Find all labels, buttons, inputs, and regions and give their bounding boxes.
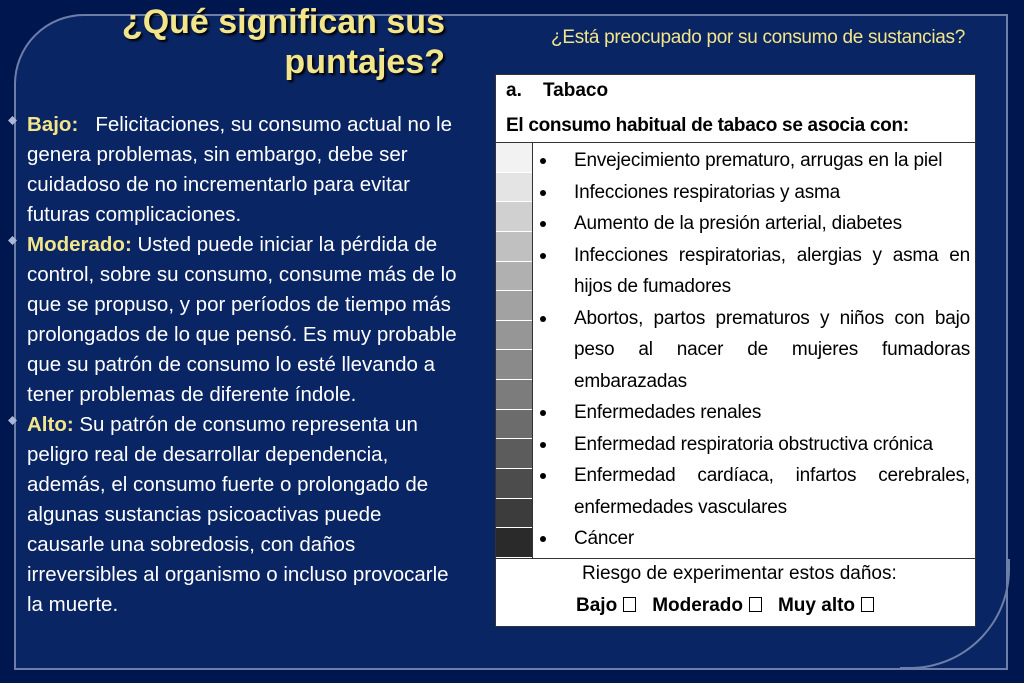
bullet-dot-icon [540,221,546,227]
effect-text: Enfermedad cardíaca, infartos cerebrales, enfermedades vasculares [574,465,970,518]
bullet-dot-icon [540,253,546,259]
gradient-step [496,499,532,529]
risk-gradient-bar [496,143,532,558]
checkbox-moderate[interactable] [749,597,762,612]
level-moderate [8,230,458,410]
diamond-bullet-icon [8,116,17,125]
bullet-dot-icon [540,316,546,322]
table-heading: a. Tabaco [506,80,609,101]
score-levels-list [8,110,458,620]
level-name: Bajo [27,113,72,136]
effects-list [540,145,970,555]
table-header [496,75,975,143]
gradient-step [496,528,532,558]
tobacco-table [495,74,976,627]
effect-text: Cáncer [574,528,635,549]
gradient-step [496,410,532,440]
bullet-dot-icon [540,190,546,196]
risk-label: Riesgo de experimentar estos daños: [582,563,897,584]
gradient-step [496,173,532,203]
gradient-step [496,469,532,499]
bullet-dot-icon [540,473,546,479]
level-description: Su patrón de consumo representa un peligro real de desarrollar dependencia, además, el consumo fuerte o prolongado de algunas sustancias psicoactivas puede causarle una sobredosis, con daños irreversibles al organismo o incluso provocarle la muerte. [27,413,449,616]
effect-text: Enfermedad respiratoria obstructiva crónica [574,433,933,455]
risk-option-high: Muy alto [777,595,856,616]
gradient-step [496,350,532,380]
bullet-dot-icon [540,536,546,542]
bullet-dot-icon [540,442,546,448]
level-low [8,110,458,230]
gradient-step [496,439,532,469]
bullet-dot-icon [540,158,546,164]
effect-item [540,460,970,523]
effect-text: Infecciones respiratorias y asma [574,181,841,203]
slide-title: ¿Qué significan sus puntajes? [121,3,445,81]
risk-option-moderate: Moderado [652,595,743,616]
level-description: Usted puede iniciar la pérdida de control, sobre su consumo, consume más de lo que se propuso, y por períodos de tiempo más prolongados de lo que pensó. Es muy probable que su patrón de consumo lo esté llevando a tener problemas de diferente índole. [27,233,457,406]
effect-text: Infecciones respiratorias, alergias y asma en hijos de fumadores [574,244,970,297]
level-description: Felicitaciones, su consumo actual no le genera problemas, sin embargo, debe ser cuidadoso de no incrementarlo para evitar futuras complicaciones. [27,113,458,226]
gradient-step [496,380,532,410]
checkbox-low[interactable] [623,597,636,612]
level-high [8,410,458,620]
level-name: Alto: [27,413,74,436]
effect-item [540,397,970,429]
effect-item [540,240,970,303]
effect-item [540,208,970,240]
level-name: Moderado: [27,233,132,256]
effect-text: Enfermedades renales [574,402,762,423]
gradient-step [496,291,532,321]
effect-text: Abortos, partos prematuros y niños con bajo peso al nacer de mujeres fumadoras embarazadas [574,307,970,392]
slide-subtitle: ¿Está preocupado por su consumo de sustancias? [551,27,965,48]
gradient-step [496,232,532,262]
bullet-dot-icon [540,410,546,416]
effect-item [540,429,970,461]
effect-item [540,303,970,398]
gradient-step [496,202,532,232]
gradient-step [496,143,532,173]
effect-text: Aumento de la presión arterial, diabetes [574,213,902,234]
effect-item [540,145,970,177]
diamond-bullet-icon [8,416,17,425]
table-subheading: El consumo habitual de tabaco se asocia con: [506,115,909,136]
gradient-step [496,262,532,292]
risk-scale [576,595,890,617]
effect-text: Envejecimiento prematuro, arrugas en la piel [574,150,943,171]
level-name-sep: : [71,113,79,136]
checkbox-high[interactable] [861,597,874,612]
risk-row [496,558,975,628]
column-divider [532,143,533,558]
gradient-step [496,321,532,351]
effect-item [540,523,970,555]
effect-item [540,177,970,209]
risk-option-low: Bajo [576,595,618,616]
diamond-bullet-icon [8,236,17,245]
